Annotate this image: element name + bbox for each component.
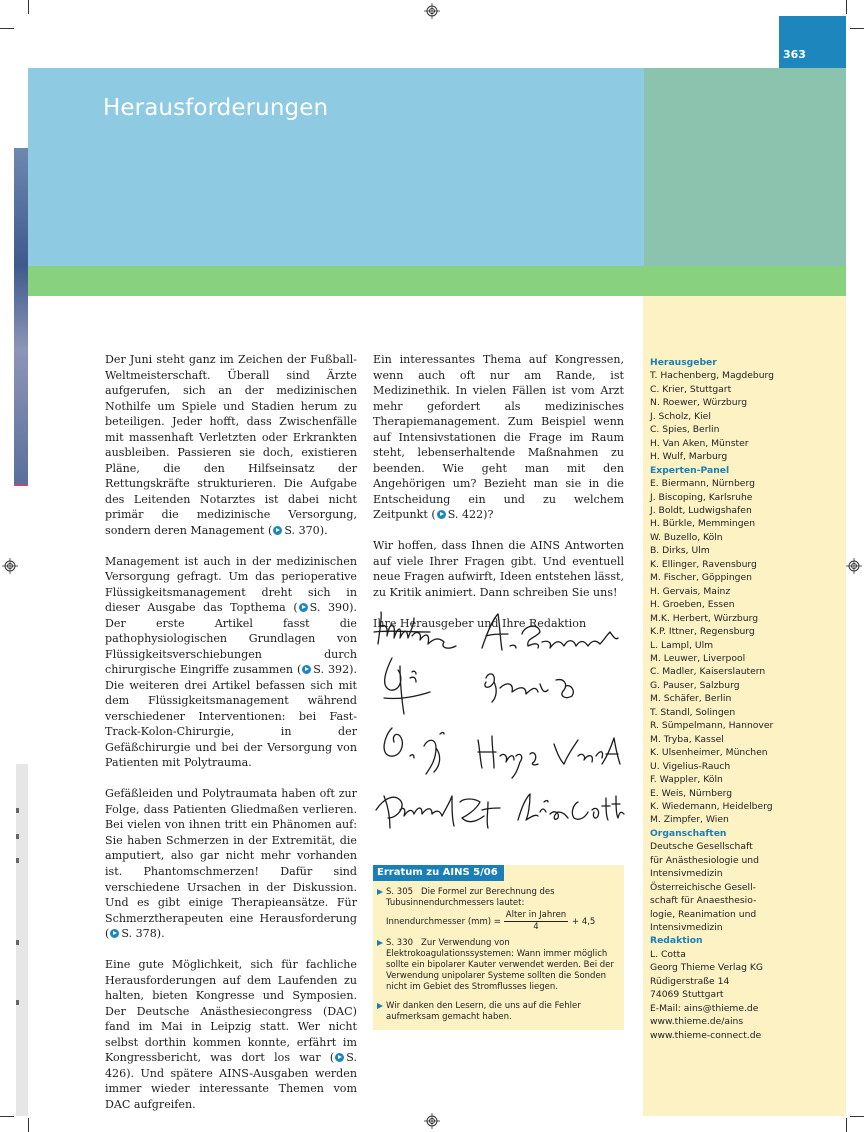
- paragraph-text: ). Die weiteren drei Artikel befassen sich mit dem Flüssigkeitsmanagement während verschiedener Interventionen: bei Fast-Track-Kolon-Chirurgie, in der Gefäßchirurgie und bei der Versorgung von Patienten mit Polytrauma.: [105, 663, 357, 770]
- sidebar-line: L. Lampl, Ulm: [650, 639, 714, 651]
- sidebar-line: R. Sümpelmann, Hannover: [650, 720, 774, 732]
- sidebar-line: www.thieme-connect.de: [650, 1029, 762, 1041]
- page-reference: S. 426: [105, 1051, 357, 1080]
- signature-wulf: [376, 796, 500, 828]
- sidebar-line: logie, Reanimation und: [650, 908, 757, 920]
- bullet-arrow-icon: [377, 940, 383, 946]
- paragraph: [373, 352, 624, 523]
- sidebar-line: 74069 Stuttgart: [650, 989, 724, 1001]
- erratum-item: [377, 887, 619, 909]
- page-title: Herausforderungen: [103, 95, 329, 121]
- bullet-arrow-icon: [377, 889, 383, 895]
- reference-arrow-icon: [335, 1053, 344, 1062]
- crop-mark: [0, 1116, 14, 1117]
- page-reference: S. 378: [121, 927, 157, 941]
- paragraph-text: Eine gute Möglichkeit, sich für fachliche Herausforderungen auf dem Laufenden zu halten, bieten Kongresse und Symposien. Der Deutsche Anästhesiecongress (DAC) fand im Mai in Leipzig statt. Wer nicht selbst dorthin kommen konnte, erfährt im Kongressbericht, was dort los war (: [105, 958, 357, 1065]
- sidebar-line: N. Roewer, Würzburg: [650, 397, 748, 409]
- reference-arrow-icon: [302, 665, 311, 674]
- sidebar-line: H. Van Aken, Münster: [650, 437, 749, 449]
- edge-divider: [14, 484, 28, 486]
- paragraph-text: Management ist auch in der medizinischen Versorgung gefragt. Um das perioperative Flüssigkeitsmanagement dreht sich in dieser Ausgabe das Topthema (: [105, 554, 357, 615]
- page-reference: S. 422: [447, 508, 484, 522]
- sidebar-line: U. Vigelius-Rauch: [650, 760, 731, 772]
- sidebar-line: J. Boldt, Ludwigshafen: [650, 504, 752, 516]
- crop-mark: [846, 0, 847, 14]
- formula-lhs: Innendurchmesser (mm) =: [386, 917, 501, 927]
- sidebar-line: E. Biermann, Nürnberg: [650, 478, 755, 490]
- sidebar-line: M.K. Herbert, Würzburg: [650, 612, 759, 624]
- sidebar-line: L. Cotta: [650, 948, 686, 960]
- registration-mark-icon: [846, 558, 862, 574]
- sidebar-line: schaft für Anaesthesio-: [650, 895, 757, 907]
- sidebar: [643, 296, 846, 1116]
- sidebar-line: H. Wulf, Marburg: [650, 451, 728, 463]
- sidebar-line: M. Tryba, Kassel: [650, 733, 724, 745]
- header-band-side: [644, 68, 846, 266]
- page-reference: S. 390: [309, 601, 350, 615]
- paragraph-text: ). Der erste Artikel fasst die pathophysiologischen Grundlagen von Flüssigkeitsverschiebungen durch chirurgische Eingriffe zusammen (: [105, 601, 357, 677]
- edge-tick: [16, 940, 19, 945]
- paragraph: [373, 538, 624, 600]
- formula: [386, 910, 626, 936]
- paragraph: [105, 957, 357, 1112]
- sidebar-line: H. Gervais, Mainz: [650, 585, 731, 597]
- signature-van-aken: [478, 736, 620, 778]
- sidebar-line: J. Scholz, Kiel: [650, 410, 711, 422]
- body-column-left: [105, 352, 357, 1128]
- sidebar-line: C. Krier, Stuttgart: [650, 383, 732, 395]
- page-reference: S. 370: [284, 523, 320, 537]
- paragraph-text: Der Juni steht ganz im Zeichen der Fußball-Weltmeisterschaft. Überall sind Ärzte aufgerufen, sich an der medizinischen Nothilfe um Spiele und Stadien herum zu beteiligen. Jeder hofft, dass Zwischenfälle mit massenhaft Verletzten oder Erkrankten ausbleiben. Passieren sie doch, existieren Pläne, die den Hilfseinsatz der Rettungskräfte strukturieren. Die Aufgabe des Leitenden Notarztes ist dabei nicht primär die medizinische Versorgung, sondern deren Management (: [105, 353, 357, 537]
- sidebar-line: E-Mail: ains@thieme.de: [650, 1002, 759, 1014]
- registration-mark-icon: [424, 1113, 440, 1129]
- paragraph: [105, 554, 357, 771]
- signature-scholz: [485, 674, 573, 702]
- erratum-page: S. 330: [386, 938, 414, 948]
- paragraph-text: Wir hoffen, dass Ihnen die AINS Antworten auf viele Ihrer Fragen gibt. Und eventuell neue Fragen aufwirft, Ideen entstehen lässt, zu Kritik animiert. Dann schreiben Sie uns!: [373, 539, 624, 599]
- crop-mark: [28, 0, 29, 14]
- signature-cotta: [518, 794, 624, 820]
- sidebar-line: F. Wappler, Köln: [650, 774, 723, 786]
- sidebar-line: Rüdigerstraße 14: [650, 975, 730, 987]
- formula-denominator: 4: [533, 922, 539, 932]
- sidebar-heading: Herausgeber: [650, 357, 717, 368]
- paragraph-text: Ein interessantes Thema auf Kongressen, wenn auch oft nur am Rande, ist Medizinethik. In vielen Fällen ist vom Arzt mehr gefordert als medizinisches Therapiemanagement. Zum Beispiel wenn auf Intensivstationen die Frage im Raum steht, lebenserhaltende Maßnahmen zu beenden. Wie geht man mit den Angehörigen um? Bezieht man sie in die Entscheidung ein und zu welchem Zeitpunkt (: [373, 353, 624, 522]
- sidebar-line: Intensivmedizin: [650, 868, 723, 880]
- sidebar-line: K. Ellinger, Ravensburg: [650, 558, 757, 570]
- sidebar-line: C. Spies, Berlin: [650, 424, 720, 436]
- page-number: 363: [783, 48, 806, 61]
- paragraph-text: ).: [319, 523, 328, 537]
- sidebar-list: [650, 356, 842, 1042]
- reference-arrow-icon: [437, 510, 446, 519]
- crop-mark: [846, 1118, 847, 1132]
- sidebar-line: G. Pauser, Salzburg: [650, 679, 740, 691]
- paragraph: [105, 786, 357, 941]
- reference-arrow-icon: [273, 526, 282, 535]
- signature-krier: [482, 614, 618, 650]
- signature-hachenberg: [374, 612, 456, 648]
- sidebar-line: Deutsche Gesellschaft: [650, 841, 753, 853]
- formula-numerator: Alter in Jahren: [505, 910, 567, 920]
- sidebar-line: T. Standl, Solingen: [650, 706, 736, 718]
- erratum-page: S. 305: [386, 887, 414, 897]
- sidebar-line: M. Schäfer, Berlin: [650, 693, 732, 705]
- edge-photo: [14, 148, 28, 484]
- registration-mark-icon: [424, 3, 440, 19]
- header-stripe: [28, 266, 846, 296]
- sidebar-line: T. Hachenberg, Magdeburg: [650, 370, 774, 382]
- reference-arrow-icon: [110, 929, 119, 938]
- signatures: [370, 606, 626, 840]
- edge-tick: [16, 834, 19, 839]
- edge-tick: [16, 1000, 19, 1005]
- sidebar-line: M. Fischer, Göppingen: [650, 572, 752, 584]
- erratum-box: [373, 865, 624, 1030]
- erratum-text: Zur Verwendung von Elektrokoagulationssystemen: Wann immer möglich sollte ein bipolarer Kauter verwendet werden. Bei der Verwendung unipolarer Systeme sollten die Sonden nicht im Gebiet des Stromflusses liegen.: [386, 938, 614, 992]
- formula-rhs: + 4,5: [572, 917, 596, 927]
- crop-mark: [850, 28, 864, 29]
- sidebar-line: W. Buzello, Köln: [650, 531, 723, 543]
- sidebar-line: H. Groeben, Essen: [650, 599, 735, 611]
- erratum-text: Die Formel zur Berechnung des Tubusinnendurchmessers lautet:: [386, 887, 555, 908]
- formula-fraction: [504, 910, 568, 933]
- sidebar-line: K. Wiedemann, Heidelberg: [650, 800, 773, 812]
- crop-mark: [850, 1116, 864, 1117]
- signature-roewer: [384, 658, 430, 714]
- sidebar-line: J. Biscoping, Karlsruhe: [650, 491, 753, 503]
- paragraph-text: )?: [483, 508, 494, 522]
- signoff-text: Ihre Herausgeber und Ihre Redaktion: [373, 616, 587, 630]
- erratum-title: Erratum zu AINS 5/06: [373, 865, 504, 881]
- sidebar-line: Österreichische Gesell-: [650, 881, 756, 893]
- registration-mark-icon: [2, 558, 18, 574]
- erratum-text: Wir danken den Lesern, die uns auf die Fehler aufmerksam gemacht haben.: [386, 1001, 581, 1022]
- body-column-middle: [373, 352, 624, 647]
- sidebar-line: Georg Thieme Verlag KG: [650, 962, 764, 974]
- sidebar-line: B. Dirks, Ulm: [650, 545, 710, 557]
- sidebar-line: für Anästhesiologie und: [650, 854, 759, 866]
- bullet-arrow-icon: [377, 1003, 383, 1009]
- erratum-item: [377, 938, 619, 993]
- paragraph-text: ).: [156, 927, 165, 941]
- paragraph-text: Gefäßleiden und Polytraumata haben oft zur Folge, dass Patienten Gliedmaßen verlieren. Bei vielen von ihnen tritt ein Phänomen auf: Sie haben Schmerzen in der Extremität, die amputiert, also gar nicht mehr vorhanden ist. Phantomschmerzen! Dafür sind verschiedene Ursachen in der Diskussion. Und es gibt einige Therapieansätze. Für Schmerztherapeuten eine Herausforderung (: [105, 787, 357, 941]
- sidebar-heading: Redaktion: [650, 935, 703, 947]
- sidebar-line: www.thieme.de/ains: [650, 1016, 744, 1028]
- sidebar-line: C. Madler, Kaiserslautern: [650, 666, 766, 678]
- crop-mark: [0, 28, 14, 29]
- sidebar-line: M. Zimpfer, Wien: [650, 814, 729, 826]
- sidebar-line: H. Bürkle, Memmingen: [650, 518, 756, 530]
- signature-spies: [384, 728, 444, 774]
- paragraph-text: ). Und spätere AINS-Ausgaben werden immer wieder interessante Themen vom DAC aufgreifen.: [105, 1066, 357, 1111]
- edge-tick: [16, 808, 19, 813]
- crop-mark: [28, 1118, 29, 1132]
- sidebar-line: M. Leuwer, Liverpool: [650, 652, 746, 664]
- sidebar-line: K. Ulsenheimer, München: [650, 747, 768, 759]
- paragraph: [105, 352, 357, 538]
- sidebar-heading: Experten-Panel: [650, 464, 730, 476]
- sidebar-line: K.P. Ittner, Regensburg: [650, 626, 755, 638]
- page-reference: S. 392: [313, 663, 350, 677]
- sidebar-line: Intensivmedizin: [650, 922, 723, 934]
- erratum-item: [377, 1001, 619, 1023]
- reference-arrow-icon: [299, 603, 308, 612]
- sidebar-line: E. Weis, Nürnberg: [650, 787, 733, 799]
- sidebar-heading: Organschaften: [650, 827, 727, 839]
- edge-tick: [16, 858, 19, 863]
